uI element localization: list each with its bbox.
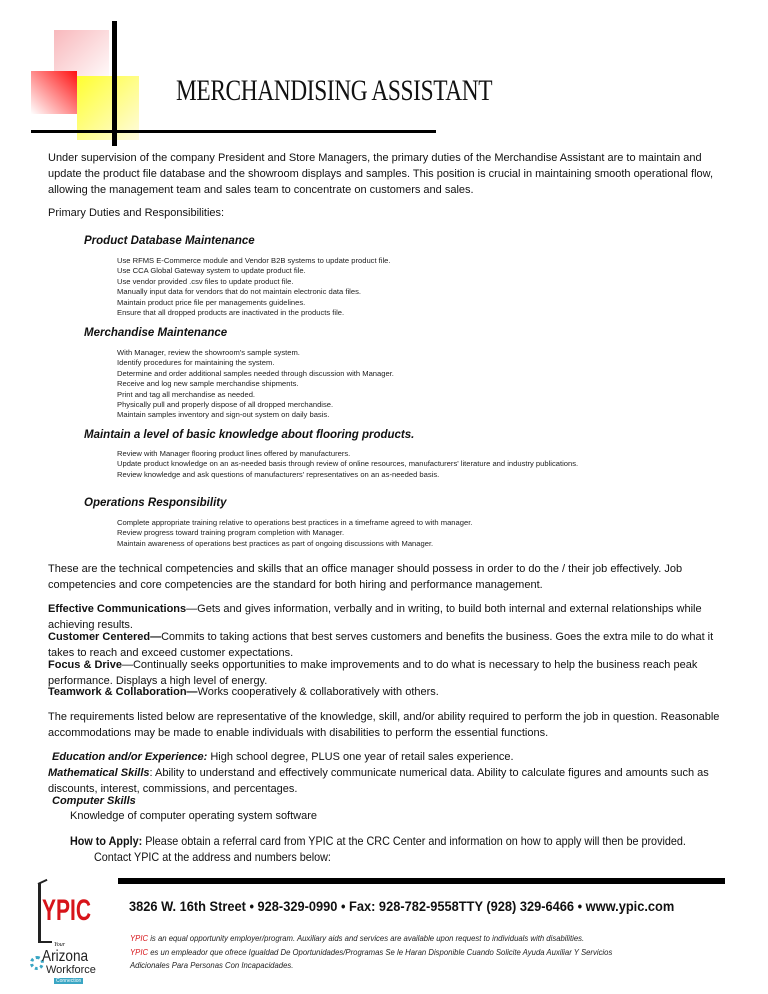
logo-your-text: Your	[54, 942, 66, 948]
list-item: Review knowledge and ask questions of manufacturers' representatives on an as-needed basis.	[117, 469, 440, 479]
section-heading: Product Database Maintenance	[84, 235, 255, 247]
list-item: Use CCA Global Gateway system to update product file.	[117, 266, 306, 276]
red-square-decoration	[31, 71, 77, 114]
requirement-item	[52, 749, 742, 765]
how-to-apply-text: Please obtain a referral card from YPIC at the CRC Center and information on how to apply will then be provided.	[142, 834, 686, 848]
list-item: Determine and order additional samples needed through discussion with Manager.	[117, 368, 394, 378]
competency-name: Focus & Drive	[48, 659, 122, 671]
contact-address: 3826 W. 16th Street • 928-329-0990 • Fax: 928-782-9558TTY (928) 329-6466 • www.ypic.com	[129, 899, 675, 914]
page-title: MERCHANDISING ASSISTANT	[176, 74, 493, 107]
list-item: Use vendor provided .csv files to update product file.	[117, 276, 294, 286]
list-item: Maintain product price file per managements guidelines.	[117, 297, 306, 307]
requirement-name: Education and/or Experience:	[52, 751, 208, 763]
section-heading: Merchandise Maintenance	[84, 327, 228, 339]
list-item: Print and tag all merchandise as needed.	[117, 389, 256, 399]
list-item: With Manager, review the showroom's sample system.	[117, 348, 300, 357]
requirement-text: High school degree, PLUS one year of retail sales experience.	[207, 751, 514, 763]
list-item: Review with Manager flooring product lines offered by manufacturers.	[117, 449, 351, 458]
competency-name: Customer Centered—	[48, 631, 162, 643]
eeo-brand: YPIC	[130, 933, 149, 943]
requirement-item	[52, 793, 742, 809]
logo-bracket-bottom	[38, 941, 52, 943]
requirement-name: Computer Skills	[52, 795, 136, 807]
section-heading: Operations Responsibility	[84, 497, 227, 509]
competency-text: —Continually seeks opportunities to make improvements and to do what is necessary to help the business reach peak performance. Displays a high level of energy.	[48, 659, 698, 687]
eeo-spanish	[130, 946, 612, 960]
list-item: Ensure that all dropped products are inactivated in the products file.	[117, 308, 345, 318]
list-item: Physically pull and properly dispose of all dropped merchandise.	[117, 400, 334, 410]
section-heading: Maintain a level of basic knowledge about flooring products.	[84, 429, 415, 441]
how-to-apply	[70, 834, 686, 848]
logo-bracket	[38, 883, 41, 943]
competency-text: Commits to taking actions that best serves customers and benefits the business. Goes the extra mile to do what it takes to reach and exceed customer expectations.	[48, 631, 714, 659]
duties-heading: Primary Duties and Responsibilities:	[48, 207, 225, 219]
list-item: Maintain awareness of operations best practices as part of ongoing discussions with Manager.	[117, 538, 434, 548]
competency-text: —Gets and gives information, verbally and in writing, to build both internal and external relationships while achieving results.	[48, 603, 702, 631]
vertical-rule	[112, 21, 117, 146]
requirement-text: : Ability to understand and effectively communicate numerical data. Ability to calculate figures and amounts such as discounts, interest, commissions, and percentages.	[48, 767, 709, 795]
list-item: Update product knowledge on an as-needed basis through review of online resources, manufacturers' literature and industry publications.	[117, 459, 579, 469]
logo-ypic-text: YPIC	[42, 894, 92, 927]
list-item: Review progress toward training program completion with Manager.	[117, 528, 345, 538]
how-to-apply-contact: Contact YPIC at the address and numbers below:	[94, 850, 331, 864]
competency-item	[48, 684, 738, 700]
requirement-name: Mathematical Skills	[48, 767, 150, 779]
section-items	[117, 348, 394, 421]
section-items	[117, 449, 578, 480]
list-item: Complete appropriate training relative to operations best practices in a timeframe agreed to with manager.	[117, 518, 473, 527]
footer-rule	[118, 878, 725, 884]
list-item: Identify procedures for maintaining the system.	[117, 358, 275, 368]
competencies-intro: These are the technical competencies and skills that an office manager should possess in order to do the / their job effectively. Job competencies and core competencies are the standard for both hiring and performance management.	[48, 563, 683, 591]
list-item: Use RFMS E-Commerce module and Vendor B2B systems to update product file.	[117, 256, 391, 265]
how-to-apply-label: How to Apply:	[70, 834, 143, 848]
eeo-spanish-line2: Adicionales Para Personas Con Incapacidades.	[130, 960, 294, 970]
competency-name: Teamwork & Collaboration—	[48, 686, 198, 698]
list-item: Maintain samples inventory and sign-out system on daily basis.	[117, 410, 330, 420]
logo-connection-text: Connection	[56, 978, 82, 984]
section-items	[117, 256, 391, 318]
eeo-statement	[130, 932, 612, 973]
section-items	[117, 518, 472, 549]
eeo-english	[130, 932, 612, 946]
competency-name: Effective Communications	[48, 603, 187, 615]
list-item: Receive and log new sample merchandise shipments.	[117, 379, 299, 389]
list-item: Manually input data for vendors that do not maintain electronic data files.	[117, 287, 361, 297]
eeo-brand: YPIC	[130, 946, 149, 957]
eeo-english-text: is an equal opportunity employer/program. Auxiliary aids and services are available upon request to individuals with disabilities.	[148, 933, 585, 943]
intro-paragraph: Under supervision of the company President and Store Managers, the primary duties of the Merchandise Assistant are to maintain and update the product file database and the showroom displays and samples. This position is crucial in maintaining smooth operational flow, allowing the management team and sales team to concentrate on customers and sales.	[48, 152, 714, 196]
logo-bracket-top	[38, 879, 48, 885]
requirements-intro: The requirements listed below are representative of the knowledge, skill, and/or ability required to perform the job in question. Reasonable accommodations may be made to enable individuals with disabilities to perform the essential functions.	[48, 711, 720, 739]
logo-arizona-text: Arizona	[42, 948, 89, 965]
competency-text: Works cooperatively & collaboratively with others.	[197, 686, 439, 698]
logo-workforce-text: Workforce	[46, 964, 96, 976]
eeo-spanish-text: es un empleador que ofrece Igualdad De Oportunidades/Programas Se le Haran Disponible Cuando Solicite Ayuda Auxiliar Y Servicios	[148, 946, 613, 957]
computer-skills-detail: Knowledge of computer operating system software	[70, 810, 318, 822]
ypic-logo	[28, 880, 96, 990]
horizontal-rule	[31, 130, 436, 133]
